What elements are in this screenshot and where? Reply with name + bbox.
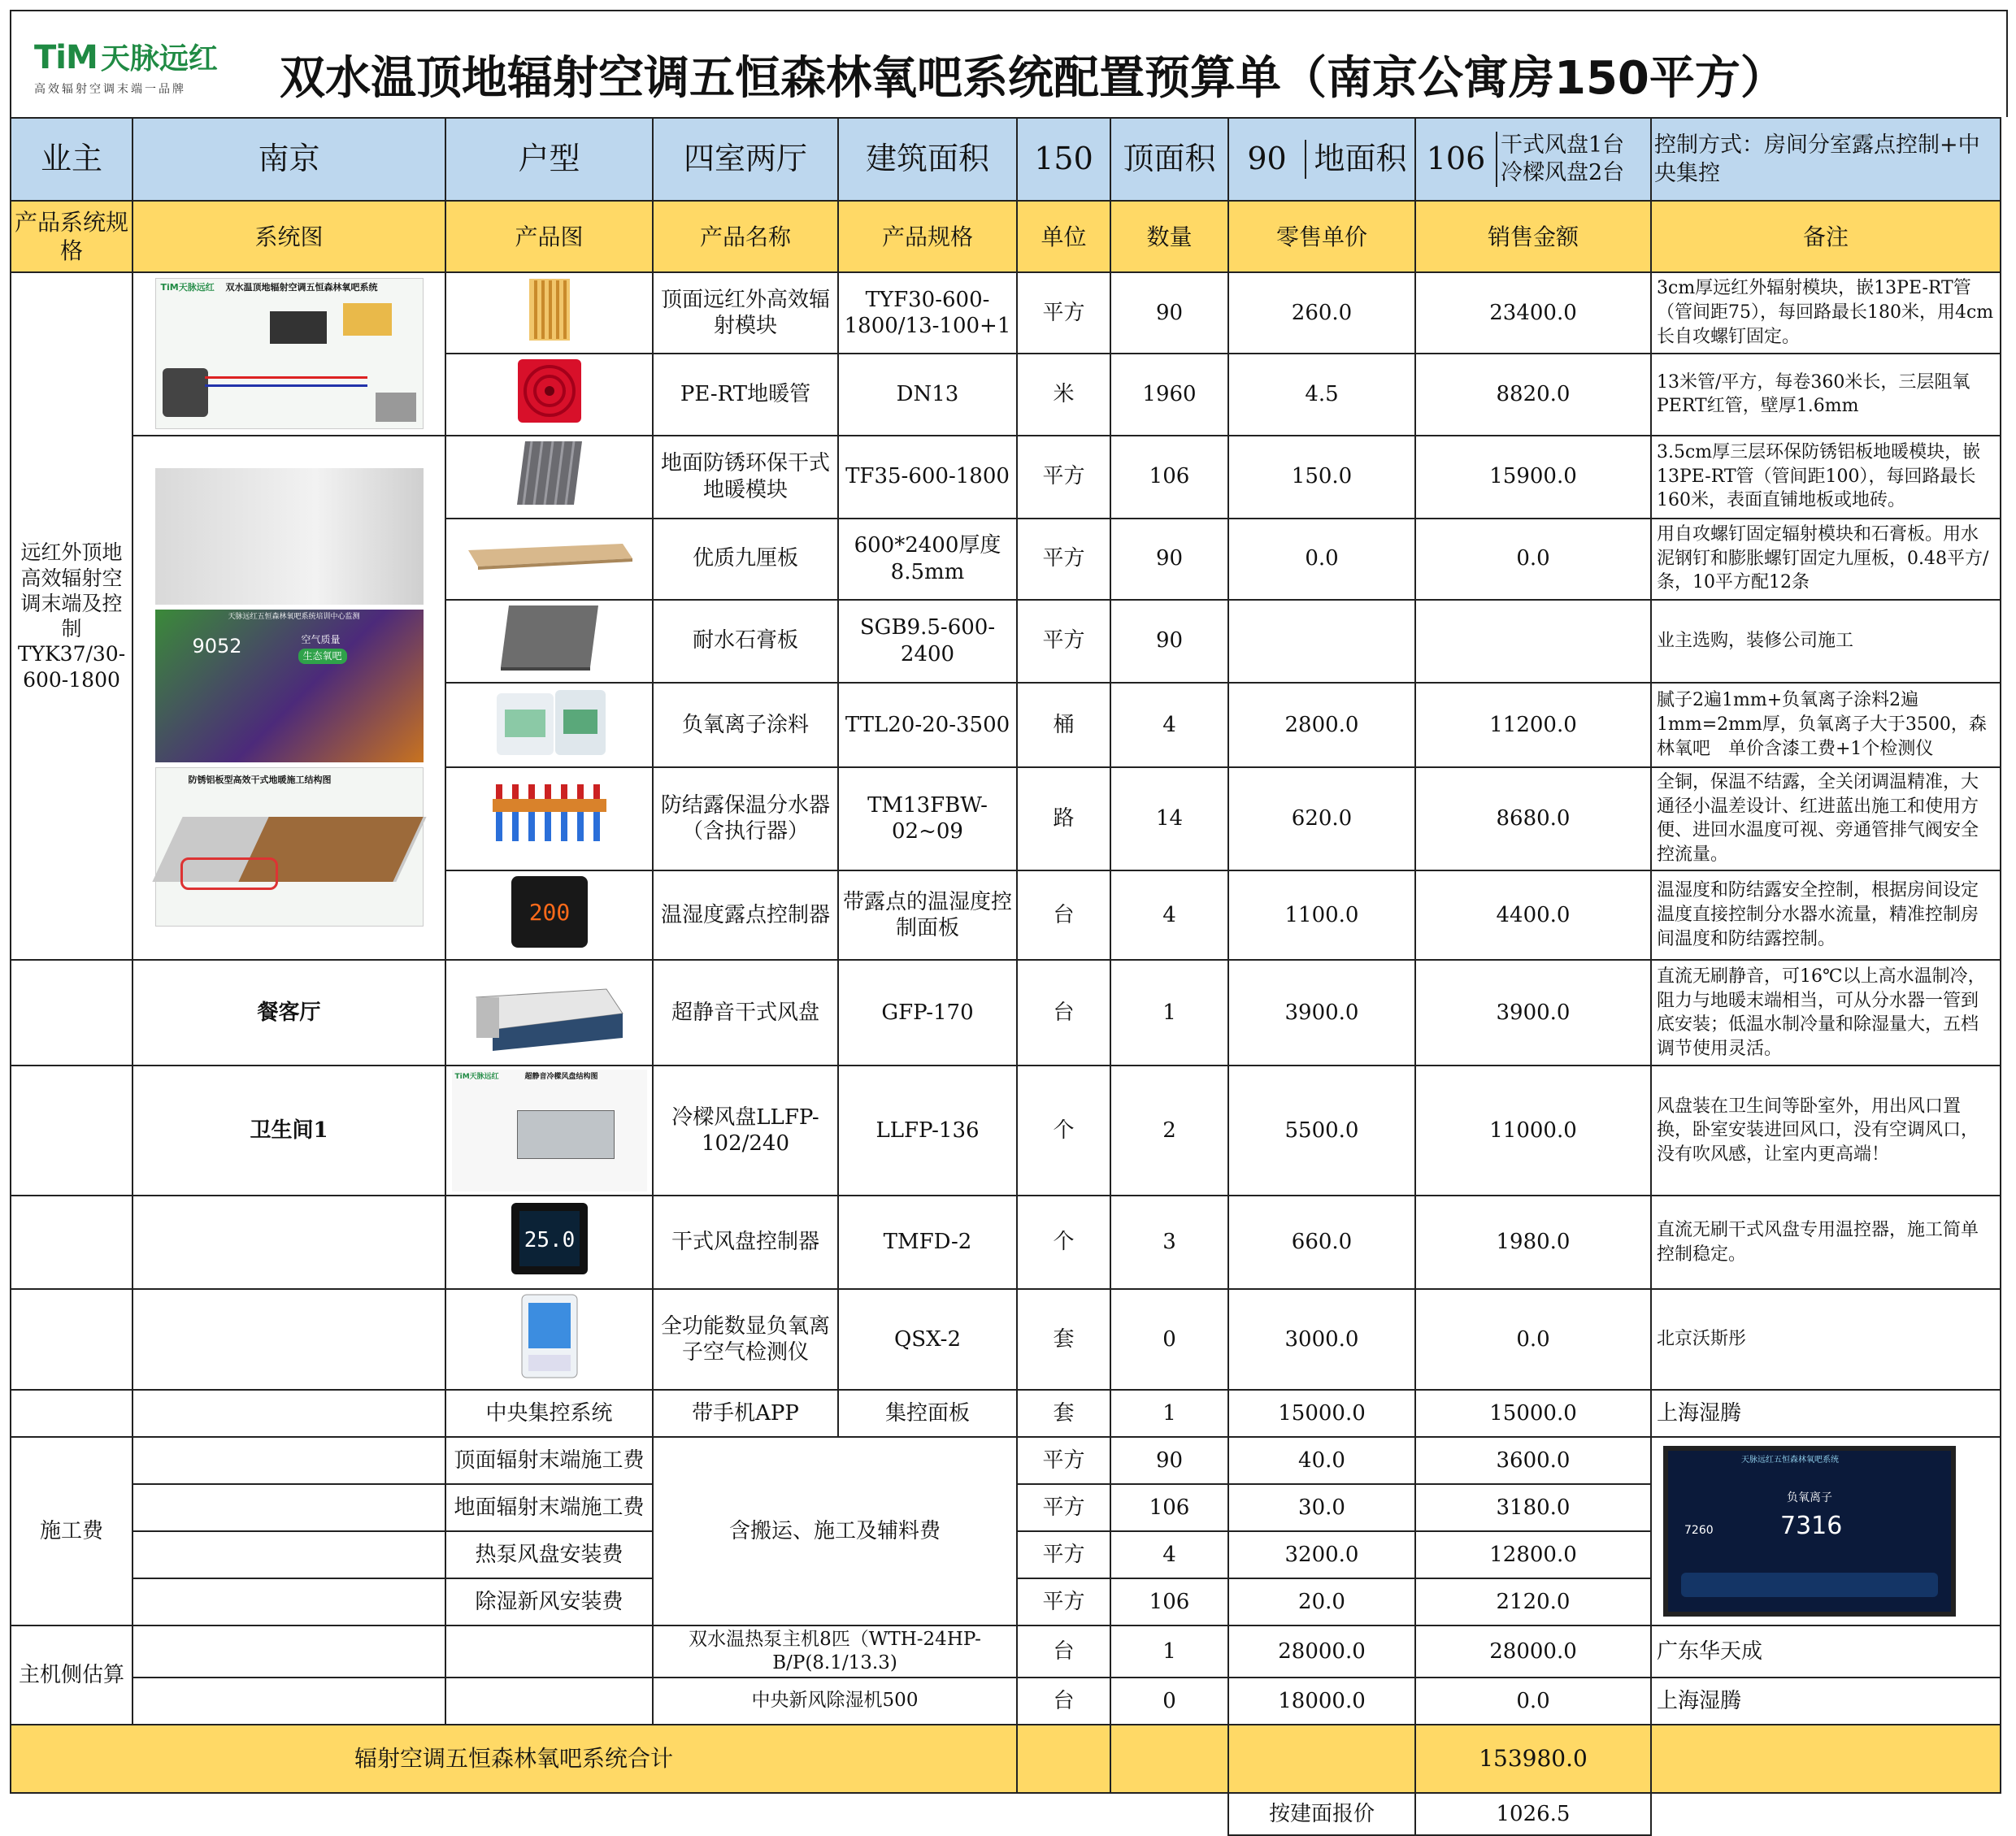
product-image: [445, 354, 653, 436]
fan-diagram-brand: TiM天脉远红: [454, 1073, 499, 1082]
screen-label: 负氧离子: [1787, 1491, 1832, 1505]
amount: 8820.0: [1415, 354, 1651, 436]
amount: 8680.0: [1415, 767, 1651, 870]
quantity: 0: [1110, 1289, 1228, 1391]
note: 腻子2遍1mm+负氧离子涂料2遍1mm=2mm厚，负氧离子大于3500，森林氧吧 单价含漆工费+1个检测仪: [1651, 683, 2001, 768]
blank-cell: [133, 1196, 445, 1289]
quantity: 1: [1110, 960, 1228, 1066]
product-spec: TMFD-2: [838, 1196, 1017, 1289]
product-spec: 带露点的温湿度控制面板: [838, 870, 1017, 961]
host-row: [11, 1625, 2001, 1678]
fan-diagram-title: 超静音冷樑风盘结构图: [524, 1073, 598, 1082]
product-row: [11, 1066, 2001, 1196]
product-spec: TF35-600-1800: [838, 436, 1017, 519]
construction-merged: 含搬运、施工及辅料费: [653, 1437, 1017, 1625]
product-name: 优质九厘板: [653, 519, 838, 600]
floor-diagram-title: 防锈铝板型高效干式地暖施工结构图: [188, 775, 332, 786]
quantity: 90: [1110, 272, 1228, 354]
quantity: 1: [1110, 1390, 1228, 1437]
owner-value: 南京: [133, 118, 445, 201]
floor-label: 地面积: [1314, 141, 1407, 177]
unit-price: 660.0: [1228, 1196, 1415, 1289]
spacer: [11, 1793, 1228, 1835]
monitor-brand: 天脉远红五恒森林氧吧系统培训中心监测: [228, 613, 360, 622]
note: 直流无刷干式风盘专用温控器，施工简单控制稳定。: [1651, 1196, 2001, 1289]
layout-value: 四室两厅: [653, 118, 838, 201]
unit: 台: [1017, 1625, 1110, 1678]
page-title: 双水温顶地辐射空调五恒森林氧吧系统配置预算单（南京公寓房150平方）: [280, 52, 1786, 105]
amount: 0.0: [1415, 519, 1651, 600]
blank-cell: [11, 1196, 133, 1289]
blank-cell: [1017, 1725, 1110, 1793]
product-image: [445, 519, 653, 600]
dew-display: 200: [528, 898, 570, 926]
product-image: [445, 683, 653, 768]
screen-title: 天脉远红五恒森林氧吧系统: [1741, 1456, 1839, 1465]
monitor-value: 9052: [192, 635, 242, 658]
column-header-row: [11, 201, 2001, 272]
product-row: [11, 1196, 2001, 1289]
unit-price: 30.0: [1228, 1484, 1415, 1531]
construction-item: 除湿新风安装费: [445, 1578, 653, 1625]
product-spec: 600*2400厚度8.5mm: [838, 519, 1017, 600]
product-image: [445, 436, 653, 519]
amount: 0.0: [1415, 1678, 1651, 1725]
quantity: 106: [1110, 436, 1228, 519]
product-spec: QSX-2: [838, 1289, 1017, 1391]
quantity: 1: [1110, 1625, 1228, 1678]
note: 北京沃斯彤: [1651, 1289, 2001, 1391]
blank-cell: [445, 1625, 653, 1678]
amount: [1415, 600, 1651, 683]
unit: 套: [1017, 1289, 1110, 1391]
amount: 28000.0: [1415, 1625, 1651, 1678]
note: 全铜，保温不结露，全关闭调温精准，大通径小温差设计、红进蓝出施工和使用方便、进回水温度可视、旁通管排气阀安全控流量。: [1651, 767, 2001, 870]
thermo-display: 25.0: [524, 1228, 575, 1253]
quantity: 106: [1110, 1578, 1228, 1625]
amount: 0.0: [1415, 1289, 1651, 1391]
product-image: [445, 600, 653, 683]
unit: 平方: [1017, 436, 1110, 519]
screen-side: 7260: [1684, 1524, 1714, 1538]
product-spec: TYF30-600-1800/13-100+1: [838, 272, 1017, 354]
brand-logo: [34, 36, 245, 101]
blank-cell: [1228, 1725, 1415, 1793]
owner-label: 业主: [11, 118, 133, 201]
amount: 11200.0: [1415, 683, 1651, 768]
product-name: 顶面远红外高效辐射模块: [653, 272, 838, 354]
ceil-floor-group: [1228, 118, 1415, 201]
product-name: PE-RT地暖管: [653, 354, 838, 436]
blank-cell: [11, 1390, 133, 1437]
amount: 3600.0: [1415, 1437, 1651, 1484]
product-name: 地面防锈环保干式地暖模块: [653, 436, 838, 519]
unit-price: 3000.0: [1228, 1289, 1415, 1391]
product-spec: GFP-170: [838, 960, 1017, 1066]
blank-cell: [133, 1437, 445, 1484]
unit-price: 18000.0: [1228, 1678, 1415, 1725]
unit: 路: [1017, 767, 1110, 870]
quantity: 4: [1110, 683, 1228, 768]
floor-value: 106: [1416, 132, 1497, 187]
monitor-screen: [155, 610, 424, 762]
unit-price: 4.5: [1228, 354, 1415, 436]
control-screen: [1663, 1446, 1956, 1617]
product-spec: LLFP-136: [838, 1066, 1017, 1196]
product-name: 温湿度露点控制器: [653, 870, 838, 961]
unit-price: 1100.0: [1228, 870, 1415, 961]
amount: 15900.0: [1415, 436, 1651, 519]
quantity: 4: [1110, 870, 1228, 961]
product-spec: DN13: [838, 354, 1017, 436]
room-label-blank: [11, 1066, 133, 1196]
host-item: 中央新风除湿机500: [653, 1678, 1017, 1725]
amount: 3180.0: [1415, 1484, 1651, 1531]
note: 业主选购，装修公司施工: [1651, 600, 2001, 683]
product-row: [11, 1289, 2001, 1391]
note: 用自攻螺钉固定辐射模块和石膏板。用水泥钢钉和膨胀螺钉固定九厘板，0.48平方/条，10平方配12条: [1651, 519, 2001, 600]
unit: 米: [1017, 354, 1110, 436]
ceil-value: 90: [1229, 140, 1306, 179]
screen-value: 7316: [1780, 1512, 1843, 1541]
unit-price: 15000.0: [1228, 1390, 1415, 1437]
product-spec: TTL20-20-3500: [838, 683, 1017, 768]
quantity: 106: [1110, 1484, 1228, 1531]
unit-price: 260.0: [1228, 272, 1415, 354]
product-name: 全功能数显负氧离子空气检测仪: [653, 1289, 838, 1391]
central-control-row: [11, 1390, 2001, 1437]
system-label: 远红外顶地高效辐射空调末端及控制TYK37/30-600-1800: [11, 272, 133, 960]
fan-diagram-image: [452, 1070, 647, 1191]
product-name: 耐水石膏板: [653, 600, 838, 683]
unit-price: 620.0: [1228, 767, 1415, 870]
product-image: [445, 272, 653, 354]
product-row: [11, 272, 2001, 354]
note: 3cm厚远红外辐射模块，嵌13PE-RT管（管间距75），每回路最长180米，用4cm长自攻螺钉固定。: [1651, 272, 2001, 354]
blank-cell: [133, 1678, 445, 1725]
note: 广东华天成: [1651, 1625, 2001, 1678]
product-name: 负氧离子涂料: [653, 683, 838, 768]
area-value: 150: [1017, 118, 1110, 201]
system-diagram-image: [155, 278, 424, 429]
photo-panel: [133, 436, 445, 961]
col-header-9: 备注: [1651, 201, 2001, 272]
product-spec: TM13FBW-02~09: [838, 767, 1017, 870]
unit: 平方: [1017, 1578, 1110, 1625]
quantity: 1960: [1110, 354, 1228, 436]
control-mode: 控制方式：房间分室露点控制+中央集控: [1651, 118, 2001, 201]
unit-price: 28000.0: [1228, 1625, 1415, 1678]
per-area-label: 按建面报价: [1228, 1793, 1415, 1835]
amount: 12800.0: [1415, 1531, 1651, 1578]
monitor-air: 空气质量: [301, 634, 341, 646]
room-label-blank: [11, 960, 133, 1066]
unit: 平方: [1017, 1531, 1110, 1578]
fan-diagram: [445, 1066, 653, 1196]
unit-price: 3200.0: [1228, 1531, 1415, 1578]
quantity: 90: [1110, 519, 1228, 600]
sys-diagram-title: 双水温顶地辐射空调五恒森林氧吧系统: [225, 282, 378, 293]
col-header-0: 产品系统规格: [11, 201, 133, 272]
note: 3.5cm厚三层环保防锈铝板地暖模块，嵌13PE-RT管（管间距100），每回路最长160米，表面直铺地板或地砖。: [1651, 436, 2001, 519]
product-image: [445, 1289, 653, 1391]
unit-price: 40.0: [1228, 1437, 1415, 1484]
construction-item: 地面辐射末端施工费: [445, 1484, 653, 1531]
system-diagram: [133, 272, 445, 436]
construction-row: [11, 1437, 2001, 1484]
product-name: 冷樑风盘LLFP-102/240: [653, 1066, 838, 1196]
quantity: 90: [1110, 1437, 1228, 1484]
ceil-label: 顶面积: [1110, 118, 1228, 201]
quantity: 4: [1110, 1531, 1228, 1578]
amount: 4400.0: [1415, 870, 1651, 961]
col-header-2: 产品图: [445, 201, 653, 272]
blank-cell: [11, 1289, 133, 1391]
room-photo: [155, 468, 424, 605]
room-label: 卫生间1: [133, 1066, 445, 1196]
blank-cell: [133, 1625, 445, 1678]
monitor-badge: 生态氧吧: [298, 649, 347, 664]
note: 直流无刷静音，可16℃以上高水温制冷，阻力与地暖末端相当，可从分水器一管到底安装；低温水制冷量和除湿量大，五档调节使用灵活。: [1651, 960, 2001, 1066]
unit: 平方: [1017, 272, 1110, 354]
blank-cell: [1110, 1725, 1228, 1793]
quantity: 2: [1110, 1066, 1228, 1196]
blank-cell: [133, 1289, 445, 1391]
unit-price: [1228, 600, 1415, 683]
blank-cell: [133, 1531, 445, 1578]
product-image: [445, 767, 653, 870]
logo-name: 天脉远红: [100, 42, 218, 76]
product-name: 带手机APP: [653, 1390, 838, 1437]
product-image: [445, 870, 653, 961]
sys-diagram-brand: TiM天脉远红: [160, 282, 215, 293]
host-label: 主机侧估算: [11, 1625, 133, 1725]
header-bar: [10, 10, 2008, 117]
unit: 台: [1017, 1678, 1110, 1725]
unit: 平方: [1017, 1484, 1110, 1531]
unit: 台: [1017, 870, 1110, 961]
blank-cell: [1651, 1725, 2001, 1793]
unit-price: 5500.0: [1228, 1066, 1415, 1196]
unit-price: 3900.0: [1228, 960, 1415, 1066]
blank-cell: [133, 1578, 445, 1625]
fan-line2: 冷樑风盘2台: [1501, 160, 1625, 185]
unit: 个: [1017, 1196, 1110, 1289]
construction-item: 顶面辐射末端施工费: [445, 1437, 653, 1484]
screen-photo: [1651, 1437, 2001, 1625]
amount: 3900.0: [1415, 960, 1651, 1066]
unit: 平方: [1017, 519, 1110, 600]
construction-item: 热泵风盘安装费: [445, 1531, 653, 1578]
unit: 套: [1017, 1390, 1110, 1437]
amount: 1980.0: [1415, 1196, 1651, 1289]
product-image: [445, 960, 653, 1066]
total-amount: 153980.0: [1415, 1725, 1651, 1793]
note: 温湿度和防结露安全控制，根据房间设定温度直接控制分水器水流量，精准控制房间温度和防结露控制。: [1651, 870, 2001, 961]
per-area-value: 1026.5: [1415, 1793, 1651, 1835]
per-area-row: [11, 1793, 2001, 1835]
host-item: 双水温热泵主机8匹（WTH-24HP-B/P(8.1/13.3): [653, 1625, 1017, 1678]
amount: 23400.0: [1415, 272, 1651, 354]
fan-line1: 干式风盘1台: [1501, 132, 1625, 158]
total-row: [11, 1725, 2001, 1793]
note: 上海湿腾: [1651, 1390, 2001, 1437]
logo-slogan: 高效辐射空调末端一品牌: [34, 83, 186, 96]
unit: 个: [1017, 1066, 1110, 1196]
host-row: [11, 1678, 2001, 1725]
info-row: [11, 118, 2001, 201]
blank-cell: [445, 1678, 653, 1725]
quantity: 90: [1110, 600, 1228, 683]
unit-price: 20.0: [1228, 1578, 1415, 1625]
unit-price: 0.0: [1228, 519, 1415, 600]
logo-mark: TiM: [34, 39, 98, 76]
col-header-3: 产品名称: [653, 201, 838, 272]
unit: 平方: [1017, 600, 1110, 683]
unit: 台: [1017, 960, 1110, 1066]
total-label: 辐射空调五恒森林氧吧系统合计: [11, 1725, 1017, 1793]
unit-price: 150.0: [1228, 436, 1415, 519]
note: 上海湿腾: [1651, 1678, 2001, 1725]
note: 13米管/平方，每卷360米长，三层阻氧PERT红管，壁厚1.6mm: [1651, 354, 2001, 436]
unit-price: 2800.0: [1228, 683, 1415, 768]
budget-table: [10, 117, 2001, 1836]
blank-cell: [133, 1390, 445, 1437]
spacer: [1651, 1793, 2001, 1835]
col-header-6: 数量: [1110, 201, 1228, 272]
col-header-1: 系统图: [133, 201, 445, 272]
central-control-label: 中央集控系统: [445, 1390, 653, 1437]
amount: 2120.0: [1415, 1578, 1651, 1625]
product-spec: 集控面板: [838, 1390, 1017, 1437]
product-name: 超静音干式风盘: [653, 960, 838, 1066]
room-label: 餐客厅: [133, 960, 445, 1066]
col-header-4: 产品规格: [838, 201, 1017, 272]
area-label: 建筑面积: [838, 118, 1017, 201]
quantity: 3: [1110, 1196, 1228, 1289]
quantity: 0: [1110, 1678, 1228, 1725]
quantity: 14: [1110, 767, 1228, 870]
product-spec: SGB9.5-600-2400: [838, 600, 1017, 683]
construction-label: 施工费: [11, 1437, 133, 1625]
note: 风盘装在卫生间等卧室外，用出风口置换，卧室安装进回风口，没有空调风口，没有吹风感，让室内更高端！: [1651, 1066, 2001, 1196]
layout-label: 户型: [445, 118, 653, 201]
product-name: 干式风盘控制器: [653, 1196, 838, 1289]
product-name: 防结露保温分水器（含执行器）: [653, 767, 838, 870]
fan-summary: [1497, 132, 1650, 187]
floor-structure-diagram: [155, 767, 424, 927]
blank-cell: [133, 1484, 445, 1531]
floor-fan-group: [1415, 118, 1651, 201]
unit: 平方: [1017, 1437, 1110, 1484]
product-row: [11, 960, 2001, 1066]
amount: 15000.0: [1415, 1390, 1651, 1437]
col-header-8: 销售金额: [1415, 201, 1651, 272]
product-row: [11, 436, 2001, 519]
product-image: [445, 1196, 653, 1289]
col-header-5: 单位: [1017, 201, 1110, 272]
col-header-7: 零售单价: [1228, 201, 1415, 272]
unit: 桶: [1017, 683, 1110, 768]
amount: 11000.0: [1415, 1066, 1651, 1196]
